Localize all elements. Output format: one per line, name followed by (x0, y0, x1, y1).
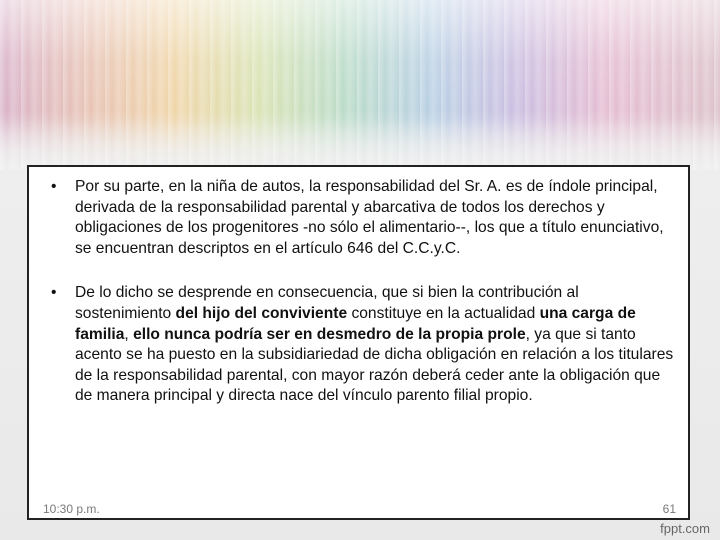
footer-page-number: 61 (662, 502, 676, 516)
bullet-text: Por su parte, en la niña de autos, la responsabilidad del Sr. A. es de índole principal, derivada de la responsabilidad parental y abarcativa de todos los derechos y obligaciones de los progenitores -no sólo el alimentario--, los que a título enunciativo, se encuentran descriptos en el artículo 646 del C.C.y.C. (75, 178, 664, 257)
bullet-text-bold-segment: una carga de familia (75, 304, 636, 343)
bullet-item-2 (29, 283, 688, 407)
bullet-text-bold-segment: del hijo del conviviente (175, 304, 348, 322)
bullet-item-1 (29, 177, 688, 259)
bullet-marker: • (51, 284, 57, 302)
header-decoration-band (0, 0, 720, 170)
bullet-list (29, 177, 688, 407)
watermark: fppt.com (660, 521, 710, 536)
footer-time: 10:30 p.m. (43, 502, 100, 516)
bullet-text-bold-segment: ello nunca podría ser en desmedro de la propia prole (133, 325, 526, 343)
bullet-marker: • (51, 178, 57, 195)
bullet-text-segment: , (124, 325, 134, 343)
bullet-text-segment: , ya que si tanto acento se ha puesto en la subsidiariedad de dicha obligación en relación a los titulares de la responsabilidad parental, con mayor razón deberá ceder ante la obligación que de manera principal y directa nace del vínculo parento filial propio. (75, 325, 674, 405)
slide-content-box (27, 165, 690, 520)
bullet-text-segment: constituye en la actualidad (347, 304, 540, 322)
bullet-text-segment: De lo dicho se desprende en consecuencia, que si bien la contribución al sostenimiento (75, 284, 579, 322)
